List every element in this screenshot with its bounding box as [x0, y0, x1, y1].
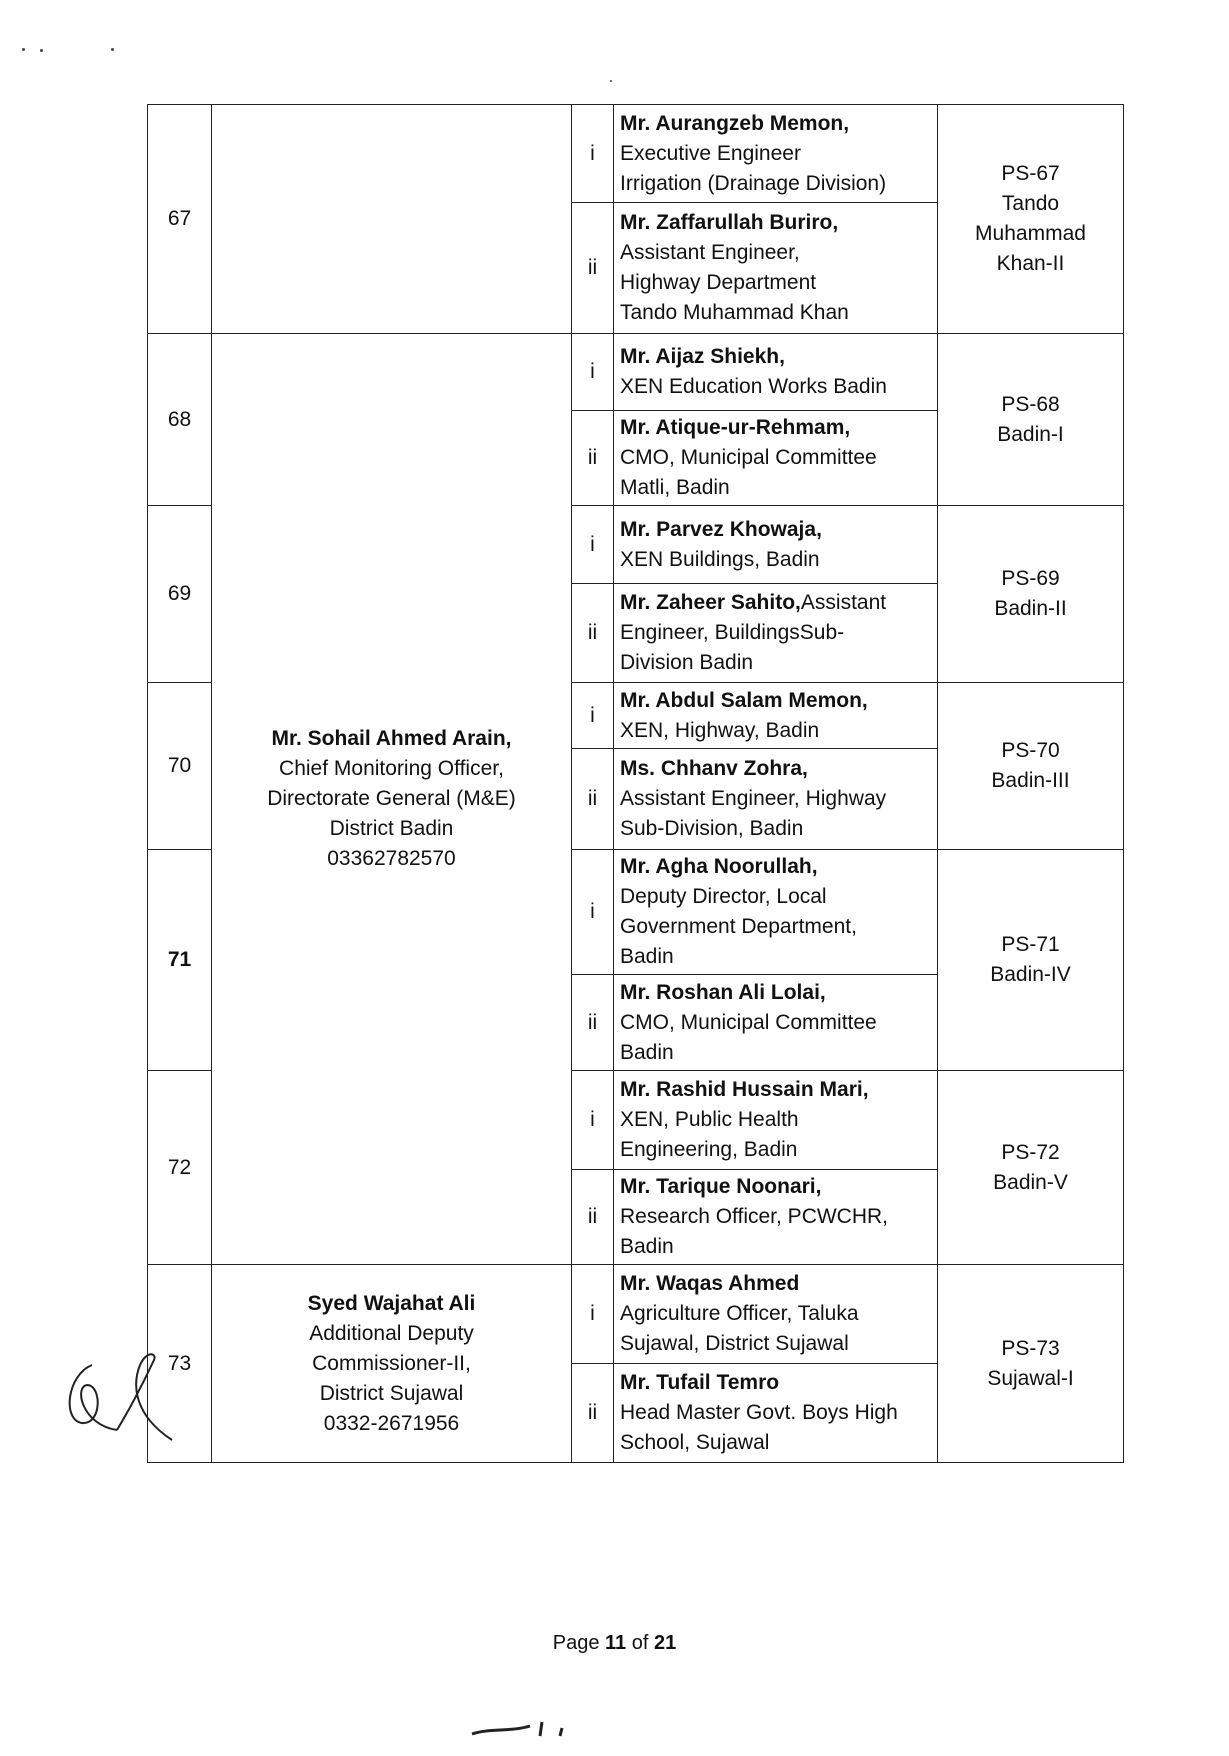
officer-detail: Assistant	[800, 591, 887, 614]
sub-index: ii	[572, 203, 614, 334]
ps-name: Badin-III	[991, 769, 1070, 792]
stamp-scribble	[470, 1718, 580, 1740]
officer-detail: XEN, Highway, Badin	[620, 718, 820, 742]
polling-station-cell	[938, 1071, 1124, 1265]
officer-cell	[614, 506, 938, 584]
officer-cell	[614, 1071, 938, 1170]
sub-index: ii	[572, 1170, 614, 1265]
ps-name: Tando	[1001, 192, 1060, 215]
sub-index: ii	[572, 411, 614, 506]
supervisor-phone: 03362782570	[327, 847, 456, 870]
serial-number: 72	[148, 1071, 212, 1265]
officer-name: Mr. Rashid Hussain Mari,	[620, 1078, 869, 1101]
officer-detail: Badin	[620, 1040, 674, 1064]
officer-detail: Badin	[620, 1235, 674, 1258]
sub-index: i	[572, 1071, 614, 1170]
supervisor-cell	[212, 334, 572, 1265]
supervisor-detail: District Badin	[329, 817, 454, 840]
ps-name: Badin-I	[997, 422, 1064, 446]
sub-index: ii	[572, 1364, 614, 1463]
ps-code: PS-71	[1001, 933, 1060, 956]
page-current: 11	[605, 1632, 627, 1654]
ps-name: Muhammad	[975, 222, 1086, 245]
supervisor-detail: Additional Deputy	[309, 1321, 474, 1345]
officer-name: Mr. Zaffarullah Buriro,	[620, 211, 839, 234]
sub-index: i	[572, 506, 614, 584]
officer-cell	[614, 584, 938, 683]
officer-detail: Assistant Engineer,	[620, 241, 800, 264]
page-footer	[0, 1632, 1229, 1655]
table-row	[148, 1265, 1124, 1364]
ps-name: Badin-IV	[990, 963, 1071, 986]
polling-station-cell	[938, 506, 1124, 683]
supervisor-name: Mr. Sohail Ahmed Arain,	[271, 727, 512, 750]
ps-name: Badin-II	[994, 597, 1067, 620]
officer-name: Mr. Aijaz Shiekh,	[620, 345, 785, 368]
officer-name: Ms. Chhanv Zohra,	[620, 757, 808, 780]
ps-name: Badin-V	[993, 1170, 1068, 1194]
officer-cell	[614, 749, 938, 850]
officer-name: Mr. Abdul Salam Memon,	[620, 688, 868, 712]
ps-name: Sujawal-I	[987, 1366, 1074, 1390]
scan-speck	[22, 48, 25, 51]
scan-speck	[610, 80, 612, 82]
sub-index: i	[572, 1265, 614, 1364]
officer-detail: Matli, Badin	[620, 476, 730, 499]
ps-code: PS-72	[1001, 1140, 1060, 1164]
officer-name: Mr. Aurangzeb Memon,	[620, 111, 850, 135]
officer-detail: Agriculture Officer, Taluka	[620, 1302, 859, 1325]
supervisor-cell	[212, 1265, 572, 1463]
ps-code: PS-70	[1001, 739, 1060, 762]
supervisor-detail: Chief Monitoring Officer,	[279, 757, 504, 780]
officer-detail: School, Sujawal	[620, 1431, 770, 1454]
officer-detail: Government Department,	[620, 915, 857, 938]
serial-number: 71	[148, 850, 212, 1071]
supervisor-cell-empty	[212, 105, 572, 334]
officer-cell	[614, 1364, 938, 1463]
officer-detail: Irrigation (Drainage Division)	[620, 171, 887, 195]
officer-name: Mr. Tarique Noonari,	[620, 1175, 822, 1198]
sub-index: ii	[572, 975, 614, 1071]
officer-detail: Research Officer, PCWCHR,	[620, 1205, 889, 1228]
polling-station-cell	[938, 334, 1124, 506]
officer-detail: CMO, Municipal Committee	[620, 446, 877, 469]
serial-number: 70	[148, 683, 212, 850]
officer-cell	[614, 411, 938, 506]
officer-detail: Sujawal, District Sujawal	[620, 1332, 849, 1355]
officer-name: Mr. Agha Noorullah,	[620, 855, 818, 878]
page-total: 21	[653, 1632, 677, 1654]
table-row	[148, 334, 1124, 411]
scan-speck	[111, 48, 114, 51]
officer-cell	[614, 334, 938, 411]
page-label: Page	[552, 1632, 606, 1654]
officer-cell	[614, 203, 938, 334]
ps-code: PS-69	[1001, 567, 1060, 590]
supervisor-detail: District Sujawal	[319, 1381, 464, 1405]
polling-station-cell	[938, 683, 1124, 850]
supervisor-phone: 0332-2671956	[323, 1411, 460, 1435]
polling-station-cell	[938, 1265, 1124, 1463]
officer-detail: Engineer, BuildingsSub-	[620, 621, 845, 644]
officer-name: Mr. Parvez Khowaja,	[620, 517, 822, 541]
officer-detail: Engineering, Badin	[620, 1138, 798, 1161]
supervisor-name: Syed Wajahat Ali	[307, 1291, 476, 1315]
ps-code: PS-67	[1001, 162, 1060, 185]
officer-cell	[614, 683, 938, 749]
officer-cell	[614, 975, 938, 1071]
officer-detail: Badin	[620, 945, 674, 968]
officer-name: Mr. Atique-ur-Rehmam,	[620, 416, 851, 439]
officer-name-line	[620, 588, 931, 618]
sub-index: i	[572, 105, 614, 203]
ps-code: PS-73	[1001, 1336, 1060, 1360]
scan-speck	[40, 49, 43, 52]
officer-detail: Executive Engineer	[620, 141, 801, 165]
officer-detail: XEN Buildings, Badin	[620, 547, 820, 571]
sub-index: i	[572, 683, 614, 749]
officer-cell	[614, 1265, 938, 1364]
officer-detail: XEN, Public Health	[620, 1108, 799, 1131]
officer-cell	[614, 105, 938, 203]
ps-code: PS-68	[1001, 392, 1060, 416]
officer-detail: Head Master Govt. Boys High	[620, 1401, 898, 1424]
officer-detail: Assistant Engineer, Highway	[620, 787, 887, 810]
officer-detail: Tando Muhammad Khan	[620, 301, 849, 324]
officer-detail: XEN Education Works Badin	[620, 375, 887, 398]
supervisor-detail: Commissioner-II,	[312, 1351, 471, 1375]
officer-name: Mr. Zaheer Sahito,	[620, 591, 801, 614]
officer-detail: Division Badin	[620, 651, 754, 674]
polling-station-cell	[938, 105, 1124, 334]
officer-detail: CMO, Municipal Committee	[620, 1010, 877, 1034]
officer-detail: Deputy Director, Local	[620, 885, 827, 908]
officer-detail: Sub-Division, Badin	[620, 817, 804, 840]
supervisor-detail: Directorate General (M&E)	[267, 787, 516, 810]
sub-index: i	[572, 850, 614, 975]
officer-name: Mr. Roshan Ali Lolai,	[620, 980, 826, 1004]
officer-name: Mr. Tufail Temro	[620, 1371, 780, 1394]
ps-name: Khan-II	[996, 252, 1065, 275]
page-of-label: of	[626, 1632, 654, 1654]
sub-index: ii	[572, 584, 614, 683]
polling-station-cell	[938, 850, 1124, 1071]
sub-index: i	[572, 334, 614, 411]
officer-cell	[614, 850, 938, 975]
sub-index: ii	[572, 749, 614, 850]
serial-number: 69	[148, 506, 212, 683]
table-row	[148, 105, 1124, 203]
serial-number: 67	[148, 105, 212, 334]
officer-cell	[614, 1170, 938, 1265]
officer-detail: Highway Department	[620, 271, 817, 294]
polling-staff-table	[147, 104, 1124, 1463]
officer-name: Mr. Waqas Ahmed	[620, 1272, 800, 1295]
serial-number: 68	[148, 334, 212, 506]
serial-number: 73	[148, 1265, 212, 1463]
signature-scribble	[62, 1345, 192, 1445]
